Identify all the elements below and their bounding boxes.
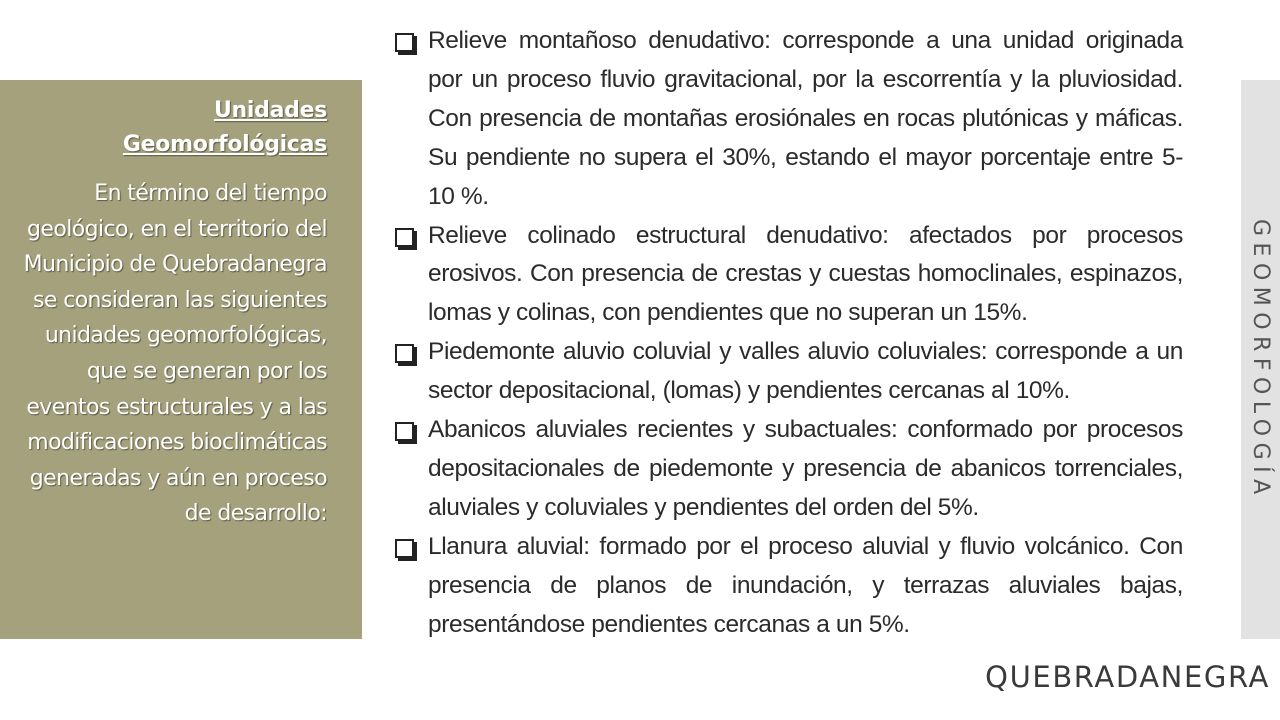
bullet-item xyxy=(393,217,1183,334)
bullet-text: Piedemonte aluvio coluvial y valles aluvio coluviales: corresponde a un sector depositacional, (lomas) y pendientes cercanas al 10%. xyxy=(428,338,1183,405)
checkbox-bullet-icon xyxy=(395,539,414,558)
vertical-section-title: GEOMORFOLOGÍA xyxy=(1248,218,1273,501)
bullet-text: Abanicos aluviales recientes y subactuales: conformado por procesos depositacionales de piedemonte y presencia de abanicos torrenciales, aluviales y coluviales y pendientes del orden del 5%. xyxy=(428,416,1183,521)
checkbox-bullet-icon xyxy=(395,344,414,363)
bullet-item xyxy=(393,411,1183,528)
bullet-text: Llanura aluvial: formado por el proceso aluvial y fluvio volcánico. Con presencia de planos de inundación, y terrazas aluviales bajas, presentándose pendientes cercanas a un 5%. xyxy=(428,532,1183,638)
side-body: En término del tiempo geológico, en el territorio del Municipio de Quebradanegra se consideran las siguientes unidades geomorfológicas, que se generan por los eventos estructurales y a las modificaciones bioclimáticas generadas y aún en proceso de desarrollo: xyxy=(23,181,327,527)
bullet-item xyxy=(393,528,1183,645)
bullet-text: Relieve montañoso denudativo: corresponde a una unidad originada por un proceso fluvio gravitacional, por la escorrentía y la pluviosidad. Con presencia de montañas erosiónales en rocas plutónicas y máficas. Su pendiente no supera el 30%, estando el mayor porcentaje entre 5-10 %. xyxy=(428,27,1183,210)
side-panel xyxy=(0,80,362,639)
checkbox-bullet-icon xyxy=(395,33,414,52)
footer-brand: QUEBRADANEGRA xyxy=(985,660,1270,694)
bullet-text: Relieve colinado estructural denudativo: afectados por procesos erosivos. Con presencia de crestas y cuestas homoclinales, espinazos, lomas y colinas, con pendientes que no superan un 15%. xyxy=(428,221,1183,327)
side-heading: Unidades Geomorfológicas xyxy=(122,98,327,157)
bullet-item xyxy=(393,22,1183,217)
right-sidebar xyxy=(1241,80,1280,639)
bullet-list xyxy=(393,22,1183,645)
checkbox-bullet-icon xyxy=(395,422,414,441)
bullet-item xyxy=(393,333,1183,411)
checkbox-bullet-icon xyxy=(395,228,414,247)
